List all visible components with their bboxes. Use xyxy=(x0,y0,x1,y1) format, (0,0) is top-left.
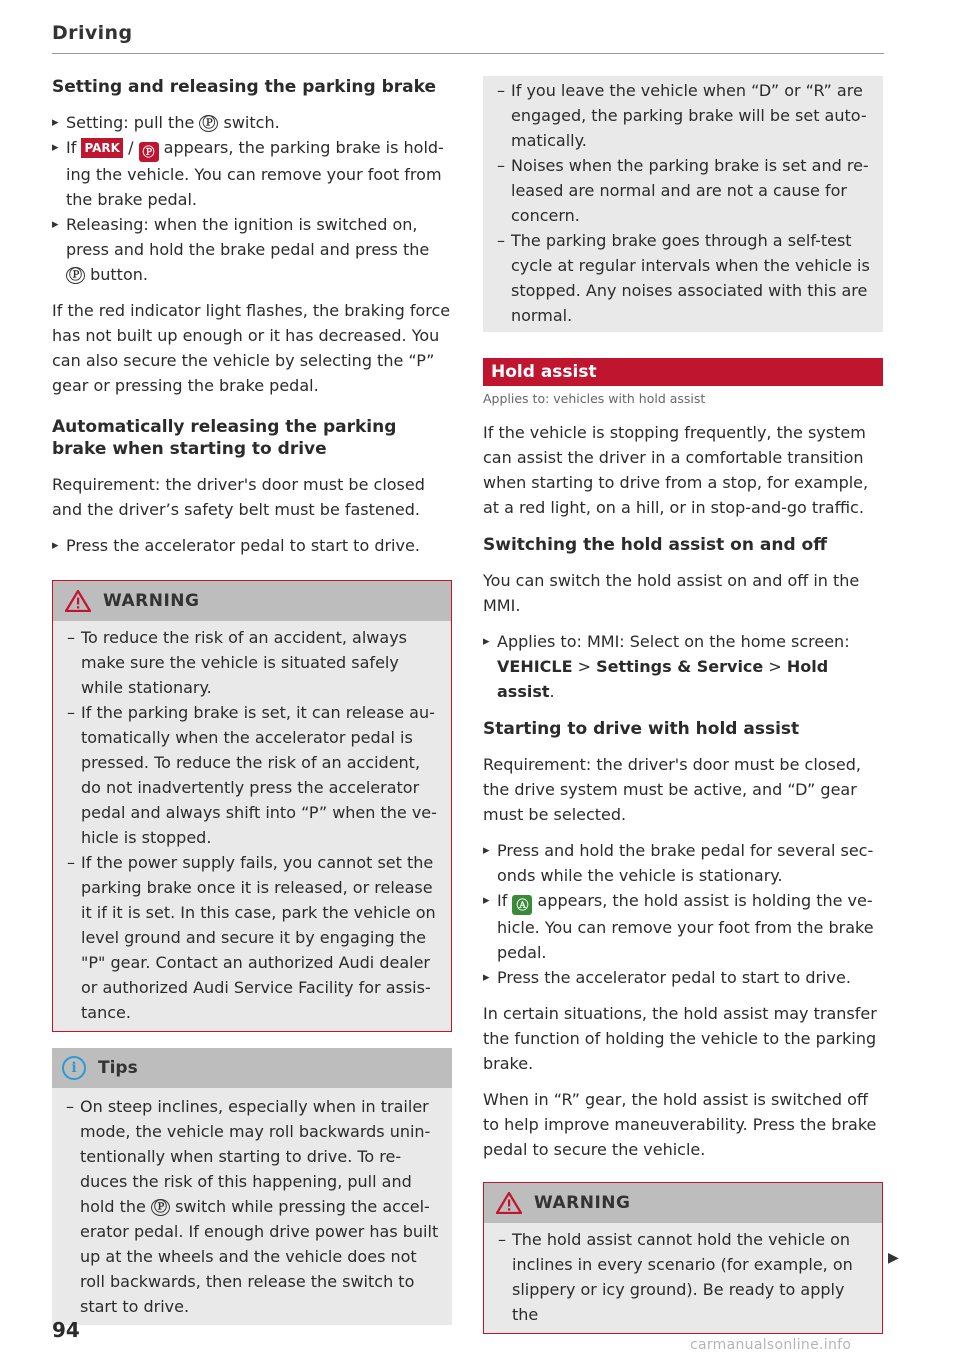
auto-steps xyxy=(52,533,452,558)
page-header xyxy=(52,22,884,54)
setting-step: ▸ Setting: pull the Ⓟ switch. xyxy=(52,110,452,135)
setting-heading: Setting and releasing the parking brake xyxy=(52,77,437,97)
hold-warning-box xyxy=(483,1182,883,1334)
warning-triangle-icon xyxy=(496,1192,522,1214)
park-indicator-icon: PARK xyxy=(81,138,123,158)
auto-requirement: Requirement: the driver's door must be closed and the driver’s safety belt must be fastened. xyxy=(52,475,425,519)
parking-brake-lamp-icon: Ⓟ xyxy=(139,142,159,162)
tips-title: Tips xyxy=(98,1058,138,1078)
hold-warning-list xyxy=(498,1227,872,1327)
applies-to-note: Applies to: vehicles with hold assist xyxy=(483,391,706,406)
left-column xyxy=(52,76,452,1339)
switch-heading: Switching the hold assist on and off xyxy=(483,535,827,555)
start-step: ▸ If Ⓐ appears, the hold assist is holding the ve-hicle. You can remove your foot from the brake pedal. xyxy=(483,888,883,965)
start-step: ▸ Press and hold the brake pedal for several sec-onds while the vehicle is stationary. xyxy=(483,838,883,888)
page-number: 94 xyxy=(52,1318,80,1342)
tips-item: – On steep inclines, especially when in trailer mode, the vehicle may roll backwards unin-tentionally when starting to drive. To re-duces the risk of this happening, pull and hold the Ⓟ switch while pressing the accel-erator pedal. If enough drive power has built up at the wheels and the vehicle does not roll backwards, then release the switch to start to drive. xyxy=(66,1094,442,1319)
hold-warning-header xyxy=(484,1183,882,1223)
hold-warning-body xyxy=(484,1223,882,1333)
setting-step: ▸ Releasing: when the ignition is switched on, press and hold the brake pedal and press the Ⓟ button. xyxy=(52,212,452,287)
warning-title: WARNING xyxy=(103,591,200,611)
start-requirement: Requirement: the driver's door must be closed, the drive system must be active, and “D” gear must be selected. xyxy=(483,755,861,824)
switch-step: ▸ Applies to: MMI: Select on the home screen: VEHICLE > Settings & Service > Hold assist. xyxy=(483,629,883,704)
menu-vehicle: VEHICLE xyxy=(497,657,573,676)
warning-body xyxy=(53,621,451,1031)
tips-body xyxy=(52,1088,452,1325)
parking-brake-switch-icon: Ⓟ xyxy=(66,267,85,284)
start-heading: Starting to drive with hold assist xyxy=(483,719,800,739)
parking-brake-switch-icon: Ⓟ xyxy=(199,115,218,132)
tips-list xyxy=(66,1094,442,1319)
hold-intro: If the vehicle is stopping frequently, the system can assist the driver in a comfortable transition when starting to drive from a stop, for example, at a red light, on a hill, or in stop-and-go traffic. xyxy=(483,423,869,517)
transfer-paragraph: In certain situations, the hold assist may transfer the function of holding the vehicle to the parking brake. xyxy=(483,1004,877,1073)
watermark: carmanualsonline.info xyxy=(690,1337,852,1353)
reverse-paragraph: When in “R” gear, the hold assist is switched off to help improve maneuverability. Press the brake pedal to secure the vehicle. xyxy=(483,1090,877,1159)
chapter-title: Driving xyxy=(52,22,133,44)
hold-assist-title: Hold assist xyxy=(491,362,597,382)
right-column xyxy=(483,76,883,1350)
tips-box xyxy=(52,1048,452,1325)
start-step: ▸ Press the accelerator pedal to start to drive. xyxy=(483,965,883,990)
notes-box xyxy=(483,76,883,332)
warning-list xyxy=(67,625,441,1025)
warning-item: – To reduce the risk of an accident, always make sure the vehicle is situated safely while stationary. xyxy=(67,625,441,700)
menu-hold-assist: Hold assist xyxy=(497,657,829,701)
info-icon: i xyxy=(62,1056,86,1080)
menu-settings-service: Settings & Service xyxy=(596,657,764,676)
auto-step: ▸ Press the accelerator pedal to start to drive. xyxy=(52,533,452,558)
warning-header xyxy=(53,581,451,621)
warning-box xyxy=(52,580,452,1032)
continue-arrow-icon: ▶ xyxy=(888,1250,899,1266)
note-item: – Noises when the parking brake is set and re-leased are normal and are not a cause for concern. xyxy=(497,153,873,228)
setting-step: ▸ If PARK / Ⓟ appears, the parking brake is hold-ing the vehicle. You can remove your foot from the brake pedal. xyxy=(52,135,452,212)
warning-item: – If the parking brake is set, it can release au-tomatically when the accelerator pedal is pressed. To reduce the risk of an accident, do not inadvertently press the accelerator pedal and always shift into “P” when the ve-hicle is stopped. xyxy=(67,700,441,850)
hold-assist-section-bar xyxy=(483,358,883,386)
parking-brake-switch-icon: Ⓟ xyxy=(151,1199,170,1216)
start-steps xyxy=(483,838,883,990)
red-light-paragraph: If the red indicator light flashes, the braking force has not built up enough or it has decreased. You can also secure the vehicle by selecting the “P” gear or pressing the brake pedal. xyxy=(52,301,451,395)
switch-text: You can switch the hold assist on and off in the MMI. xyxy=(483,571,860,615)
switch-steps xyxy=(483,629,883,704)
note-item: – The parking brake goes through a self-test cycle at regular intervals when the vehicle is stopped. Any noises associated with this are normal. xyxy=(497,228,873,328)
setting-steps xyxy=(52,110,452,287)
notes-list xyxy=(497,78,873,328)
hold-assist-lamp-icon: Ⓐ xyxy=(512,895,532,915)
warning-item: – If the power supply fails, you cannot set the parking brake once it is released, or release it if it is set. In this case, park the vehicle on level ground and secure it by engaging the "P" gear. Contact an authorized Audi dealer or authorized Audi Service Facility for assis-tance. xyxy=(67,850,441,1025)
hold-warning-title: WARNING xyxy=(534,1193,631,1213)
note-item: – If you leave the vehicle when “D” or “R” are engaged, the parking brake will be set auto-matically. xyxy=(497,78,873,153)
warning-triangle-icon xyxy=(65,590,91,612)
tips-header xyxy=(52,1048,452,1088)
hold-warning-item: – The hold assist cannot hold the vehicle on inclines in every scenario (for example, on slippery or icy ground). Be ready to apply the xyxy=(498,1227,872,1327)
auto-release-heading: Automatically releasing the parking brake when starting to drive xyxy=(52,417,397,459)
